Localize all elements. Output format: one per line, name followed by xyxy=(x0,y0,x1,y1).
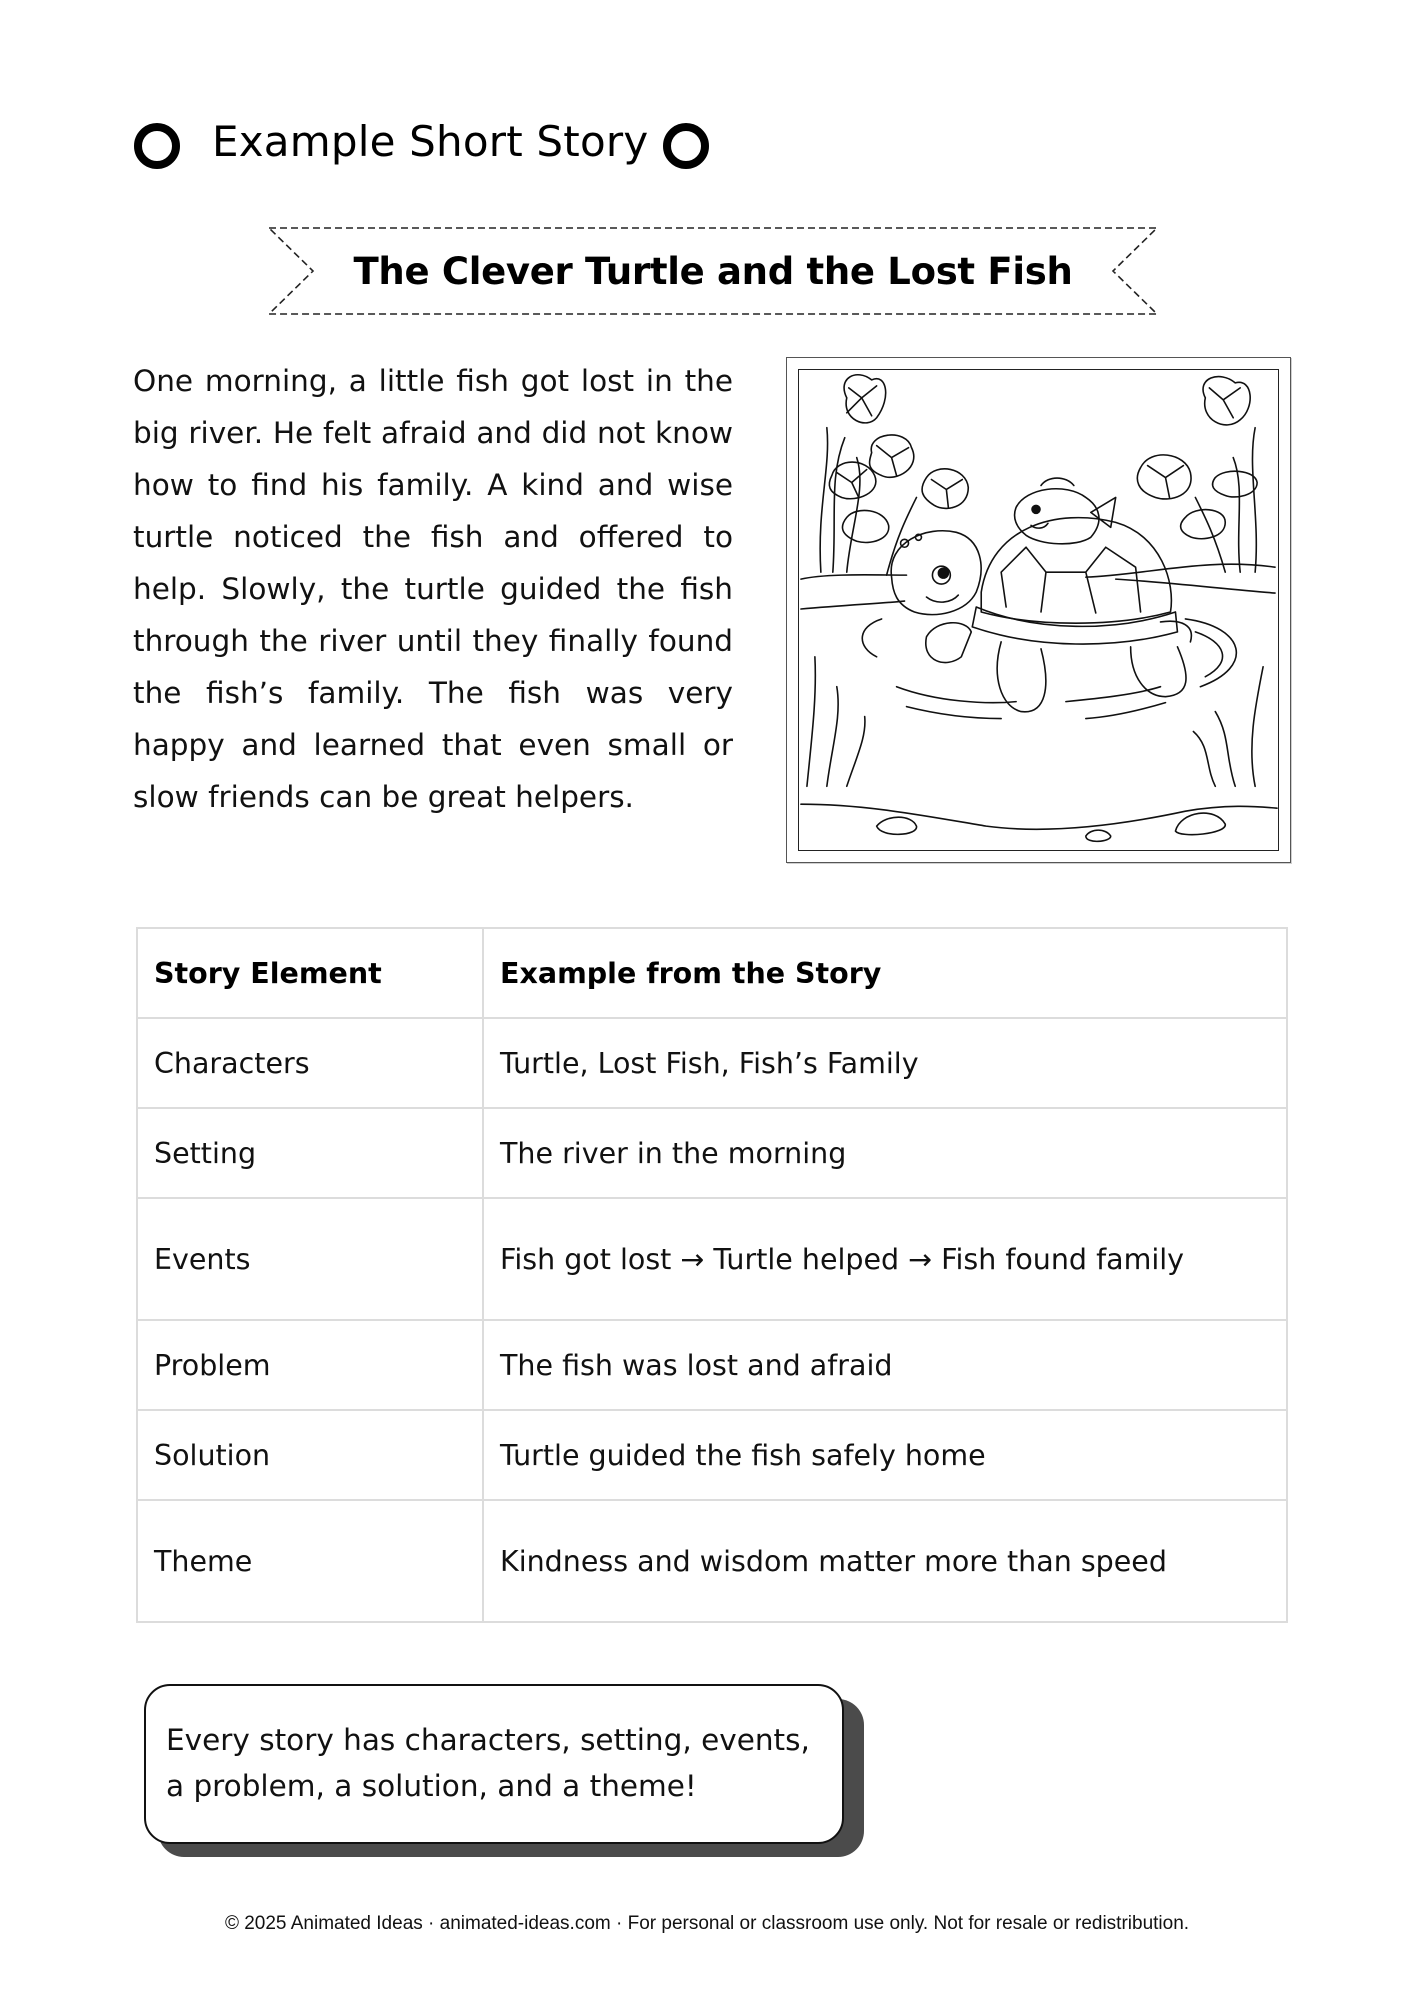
callout-line: a problem, a solution, and a theme! xyxy=(166,1769,697,1803)
story-title-banner xyxy=(268,226,1158,316)
summary-callout xyxy=(144,1684,844,1844)
fish-icon xyxy=(1015,478,1116,544)
table-row xyxy=(137,1320,1287,1410)
example-cell: The river in the morning xyxy=(483,1108,1287,1198)
reed xyxy=(1252,667,1263,787)
example-cell: Turtle guided the fish safely home xyxy=(483,1410,1287,1500)
reed xyxy=(833,438,845,572)
lily-pad-icon xyxy=(870,435,914,477)
lily-pad-icon xyxy=(1203,377,1250,425)
bank-line-right-lower xyxy=(1116,579,1275,593)
story-title: The Clever Turtle and the Lost Fish xyxy=(353,249,1073,293)
ripple xyxy=(907,707,1002,719)
example-cell: Fish got lost → Turtle helped → Fish found family xyxy=(483,1198,1287,1320)
ripple xyxy=(862,619,881,657)
element-cell: Problem xyxy=(137,1320,483,1410)
reed xyxy=(1252,428,1256,572)
table-row xyxy=(137,1500,1287,1622)
column-header-story-element: Story Element xyxy=(137,928,483,1018)
reed xyxy=(827,687,838,787)
rock xyxy=(1175,813,1225,835)
callout-text xyxy=(166,1717,846,1809)
example-cell: The fish was lost and afraid xyxy=(483,1320,1287,1410)
page-title: Example Short Story xyxy=(212,117,649,166)
lily-pad-icon xyxy=(842,510,888,542)
rock xyxy=(877,817,917,834)
reed xyxy=(820,428,827,572)
lily-pad-icon xyxy=(922,469,968,509)
table-row xyxy=(137,1198,1287,1320)
ripple xyxy=(897,687,1017,703)
example-cell: Kindness and wisdom matter more than speed xyxy=(483,1500,1287,1622)
example-cell: Turtle, Lost Fish, Fish’s Family xyxy=(483,1018,1287,1108)
element-cell: Setting xyxy=(137,1108,483,1198)
ring-icon xyxy=(663,123,709,169)
ripple xyxy=(1086,703,1166,719)
callout-line: Every story has characters, setting, events, xyxy=(166,1723,810,1757)
reed xyxy=(887,497,917,575)
table-row xyxy=(137,1108,1287,1198)
reed xyxy=(847,717,865,787)
lily-pad-icon xyxy=(1213,471,1258,497)
element-cell: Solution xyxy=(137,1410,483,1500)
lily-pad-icon xyxy=(829,462,876,499)
table-header-row xyxy=(137,928,1287,1018)
element-cell: Theme xyxy=(137,1500,483,1622)
reed xyxy=(807,657,815,786)
rock xyxy=(1086,830,1111,841)
reed xyxy=(1215,712,1235,787)
table-row xyxy=(137,1410,1287,1500)
ripple xyxy=(1195,632,1222,677)
copyright-footer: © 2025 Animated Ideas · animated-ideas.com · For personal or classroom use only. Not for resale or redistribution. xyxy=(224,1913,1190,1934)
story-elements-table xyxy=(136,927,1288,1623)
turtle-icon xyxy=(891,518,1191,712)
turtle-and-fish-drawing xyxy=(787,358,1290,862)
lily-pad-icon xyxy=(844,375,886,423)
bank-line-left-lower xyxy=(801,601,905,609)
reed xyxy=(1195,497,1225,572)
column-header-example: Example from the Story xyxy=(483,928,1287,1018)
lily-pad-icon xyxy=(1137,455,1191,499)
bank-line-right xyxy=(1086,564,1275,577)
table-row xyxy=(137,1018,1287,1108)
reed xyxy=(1193,732,1215,787)
ripple xyxy=(1185,619,1236,687)
element-cell: Events xyxy=(137,1198,483,1320)
story-paragraph: One morning, a little fish got lost in the big river. He felt afraid and did not know how to find his family. A kind and wise turtle noticed the fish and offered to help. Slowly, the turtle guided the fish through the river until they finally found the fish’s family. The fish was very happy and learned that even small or slow friends can be great helpers. xyxy=(133,364,733,814)
reed xyxy=(1233,458,1240,573)
story-illustration xyxy=(786,357,1291,863)
ring-icon xyxy=(134,123,180,169)
ground-line xyxy=(801,804,1277,829)
element-cell: Characters xyxy=(137,1018,483,1108)
